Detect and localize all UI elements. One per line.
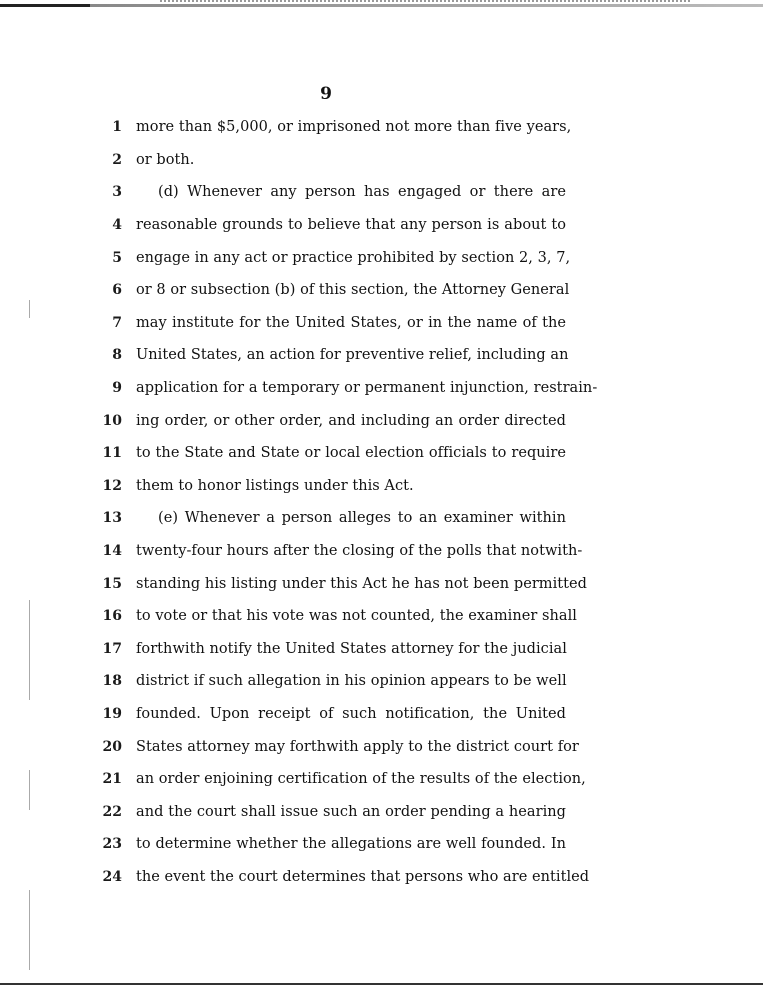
line-number: 11 bbox=[102, 445, 122, 462]
text-line bbox=[96, 861, 590, 894]
text-line bbox=[96, 241, 571, 274]
text-line bbox=[96, 470, 566, 503]
line-number: 13 bbox=[102, 510, 122, 527]
text-line bbox=[96, 665, 566, 698]
line-text: reasonable grounds to believe that any person is about to bbox=[136, 217, 566, 234]
line-number: 16 bbox=[102, 608, 122, 625]
line-number: 5 bbox=[112, 249, 122, 266]
line-number: 9 bbox=[112, 380, 122, 397]
line-text: more than $5,000, or imprisoned not more than five years, bbox=[136, 119, 572, 136]
line-number: 1 bbox=[112, 119, 122, 136]
text-line bbox=[96, 404, 566, 437]
scan-margin-mark bbox=[29, 770, 30, 810]
text-line bbox=[96, 339, 569, 372]
line-number: 18 bbox=[102, 673, 122, 690]
scan-top-border bbox=[0, 4, 763, 7]
line-text: (e) Whenever a person alleges to an examiner within bbox=[158, 510, 566, 527]
scan-margin-mark bbox=[29, 890, 30, 970]
line-text: application for a temporary or permanent injunction, restrain- bbox=[136, 380, 598, 397]
line-text: (d) Whenever any person has engaged or there are bbox=[158, 184, 566, 201]
text-line bbox=[96, 763, 586, 796]
text-line bbox=[96, 535, 583, 568]
text-line bbox=[96, 730, 579, 763]
line-text: and the court shall issue such an order pending a hearing bbox=[136, 803, 566, 820]
line-number: 10 bbox=[102, 412, 122, 429]
line-text: district if such allegation in his opinion appears to be well bbox=[136, 673, 567, 690]
line-number: 15 bbox=[102, 575, 122, 592]
line-number: 22 bbox=[102, 803, 122, 820]
scan-margin-mark bbox=[29, 300, 30, 318]
line-number: 12 bbox=[102, 477, 122, 494]
text-line bbox=[96, 567, 588, 600]
line-number: 6 bbox=[112, 282, 122, 299]
line-number: 19 bbox=[102, 705, 122, 722]
line-number: 24 bbox=[102, 868, 122, 885]
text-line bbox=[96, 274, 570, 307]
line-number: 17 bbox=[102, 640, 122, 657]
line-text: engage in any act or practice prohibited by section 2, 3, 7, bbox=[136, 249, 571, 266]
text-line bbox=[96, 795, 566, 828]
text-line bbox=[96, 209, 566, 242]
line-text: twenty-four hours after the closing of the polls that notwith- bbox=[136, 543, 583, 560]
line-text: founded. Upon receipt of such notification, the United bbox=[136, 705, 566, 722]
line-number: 14 bbox=[102, 543, 122, 560]
text-line bbox=[96, 111, 572, 144]
text-line bbox=[96, 176, 566, 209]
line-number: 2 bbox=[112, 151, 122, 168]
line-text: States attorney may forthwith apply to the district court for bbox=[136, 738, 579, 755]
line-text: to determine whether the allegations are well founded. In bbox=[136, 836, 566, 853]
line-text: to the State and State or local election officials to require bbox=[136, 445, 566, 462]
line-text: or both. bbox=[136, 151, 195, 168]
text-line bbox=[96, 307, 566, 340]
line-text: to vote or that his vote was not counted, the examiner shall bbox=[136, 608, 577, 625]
line-number: 20 bbox=[102, 738, 122, 755]
line-text: forthwith notify the United States attorney for the judicial bbox=[136, 640, 567, 657]
line-text: standing his listing under this Act he has not been permitted bbox=[136, 575, 588, 592]
line-number: 21 bbox=[102, 771, 122, 788]
line-text: an order enjoining certification of the results of the election, bbox=[136, 771, 586, 788]
text-line bbox=[96, 698, 566, 731]
line-number: 4 bbox=[112, 217, 122, 234]
text-line bbox=[96, 437, 566, 470]
line-text: or 8 or subsection (b) of this section, the Attorney General bbox=[136, 282, 570, 299]
line-text: may institute for the United States, or in the name of the bbox=[136, 314, 566, 331]
text-line bbox=[96, 502, 566, 535]
scan-top-dotted-border bbox=[160, 0, 690, 4]
text-line bbox=[96, 633, 566, 666]
line-number: 3 bbox=[112, 184, 122, 201]
line-text: the event the court determines that persons who are entitled bbox=[136, 868, 590, 885]
text-line bbox=[96, 828, 566, 861]
line-number: 7 bbox=[112, 314, 122, 331]
page-number: 9 bbox=[320, 84, 332, 104]
text-line bbox=[96, 144, 566, 177]
line-text: United States, an action for preventive relief, including an bbox=[136, 347, 569, 364]
scan-margin-mark bbox=[29, 600, 30, 700]
line-number: 8 bbox=[112, 347, 122, 364]
line-text: them to honor listings under this Act. bbox=[136, 477, 414, 494]
text-line bbox=[96, 600, 577, 633]
text-line bbox=[96, 372, 598, 405]
line-number: 23 bbox=[102, 836, 122, 853]
scan-bottom-border bbox=[0, 983, 763, 985]
bill-text-block bbox=[96, 111, 598, 893]
line-text: ing order, or other order, and including an order directed bbox=[136, 412, 566, 429]
